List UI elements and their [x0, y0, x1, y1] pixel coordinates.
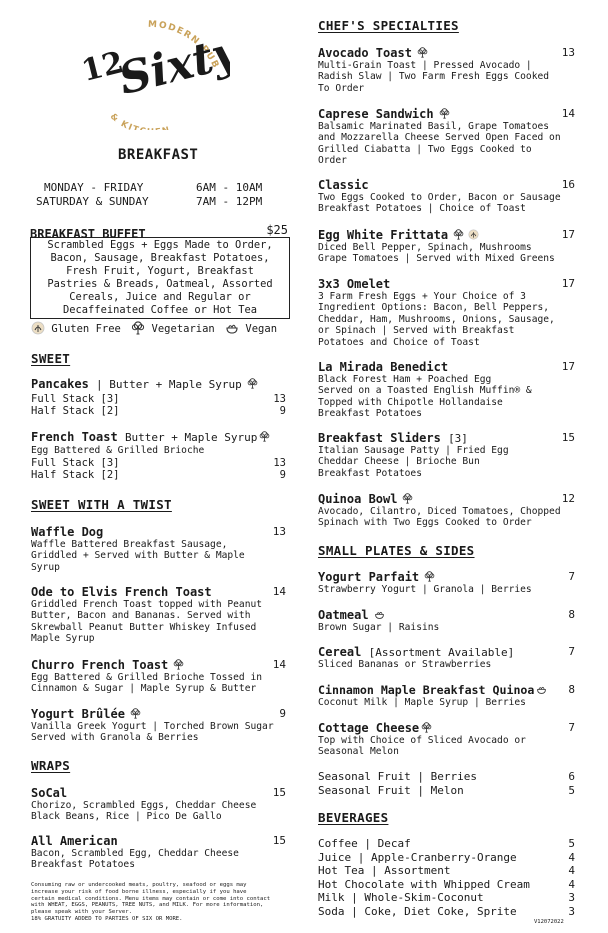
- buffet-line: Decaffeinated Coffee or Hot Tea: [63, 304, 257, 316]
- vegetarian-icon: [131, 321, 145, 335]
- menu-item-french-toast: [31, 430, 286, 481]
- row-label: Juice | Apple-Cranberry-Orange: [318, 850, 517, 864]
- item-desc: Diced Bell Pepper, Spinach, Mushrooms: [318, 242, 532, 253]
- row-label: Coffee | Decaf: [318, 837, 411, 850]
- brand-logo: [70, 5, 230, 130]
- disclaimer-line: certain medical conditions. Menu items may contain or come into contact: [31, 895, 271, 902]
- item-desc: Vanilla Greek Yogurt | Torched Brown Sugar: [31, 721, 274, 732]
- section-chef-heading: CHEF'S SPECIALTIES: [318, 18, 459, 33]
- section-beverages-heading: BEVERAGES: [318, 810, 389, 825]
- hours: [36, 181, 286, 209]
- item-desc: Skrewball Peanut Butter Whiskey Infused: [31, 621, 257, 633]
- section-wraps-heading: WRAPS: [31, 758, 71, 773]
- item-desc: Egg Battered & Grilled Brioche: [31, 445, 205, 456]
- vegan-icon: [373, 609, 386, 620]
- hours-time: 6AM - 10AM: [196, 181, 263, 194]
- menu-item-socal: [31, 786, 286, 823]
- row-label: Half Stack [2]: [31, 469, 120, 481]
- item-name: SoCal: [31, 786, 68, 800]
- row-label: Milk | Whole-Skim-Coconut: [318, 891, 484, 905]
- vegetarian-icon: [438, 108, 451, 119]
- row-price: 6: [568, 770, 575, 783]
- item-desc: Sliced Bananas or Strawberries: [318, 659, 492, 670]
- item-sub: Butter + Maple Syrup: [124, 431, 258, 444]
- item-price: 13: [272, 525, 286, 538]
- logo-number: 12: [78, 44, 128, 90]
- logo-word: Sixty: [113, 26, 230, 106]
- menu-item-cottage-cheese: [318, 721, 575, 758]
- buffet-line: Pastries & Breads, Oatmeal, Assorted: [47, 278, 273, 290]
- item-desc: and Mozzarella Cheese Served Open Faced on: [318, 132, 561, 144]
- menu-item-cinnamon-maple-quinoa: [318, 683, 575, 708]
- item-name: Pancakes: [31, 377, 89, 391]
- item-desc: Black Beans, Rice | Pico De Gallo: [31, 811, 222, 823]
- item-desc: To Order: [318, 82, 365, 94]
- item-name: Classic: [318, 178, 369, 192]
- item-name: Cereal: [318, 645, 362, 659]
- item-desc: Grilled Ciabatta | Two Eggs Cooked to: [318, 143, 532, 155]
- row-price: 3: [568, 891, 575, 905]
- menu-item-avocado-toast: [318, 46, 575, 94]
- item-desc: Black Forest Ham + Poached Egg: [318, 374, 492, 385]
- item-price: 8: [568, 683, 575, 696]
- menu-item-yogurt-parfait: [318, 570, 575, 595]
- item-price: 7: [568, 721, 575, 734]
- row-price: 4: [568, 877, 575, 891]
- buffet-line: Cereals, Juice and Regular or: [69, 291, 251, 303]
- item-desc: Syrup: [31, 561, 60, 573]
- menu-item-ode-to-elvis: [31, 585, 286, 645]
- item-price: 9: [279, 707, 286, 720]
- menu-item-yogurt-brulee: [31, 707, 286, 744]
- item-desc: Bacon, Scrambled Egg, Cheddar Cheese: [31, 848, 239, 859]
- item-name: Cinnamon Maple Breakfast Quinoa: [318, 683, 535, 697]
- row-label: Full Stack [3]: [31, 393, 120, 405]
- item-price: 15: [272, 786, 286, 799]
- menu-item-pancakes: [31, 377, 286, 417]
- disclaimer-line: with WHEAT, EGGS, PEANUTS, TREE NUTS, and MILK. For more information,: [31, 902, 264, 909]
- item-desc: Cinnamon & Sugar | Maple Syrup & Butter: [31, 683, 257, 695]
- item-desc: Ingredient Options: Bacon, Bell Peppers,: [318, 302, 550, 314]
- item-desc: Italian Sausage Patty | Fried Egg: [318, 445, 509, 456]
- menu-item-caprese-sandwich: [318, 107, 575, 167]
- buffet: [30, 223, 290, 319]
- menu-item-cereal: [318, 645, 575, 670]
- row-label: Hot Tea | Assortment: [318, 864, 451, 878]
- item-price: 17: [561, 228, 575, 241]
- logo-bottom-text: & KIT: [107, 111, 141, 130]
- disclaimer: [31, 882, 296, 923]
- section-sweet-heading: SWEET: [31, 351, 71, 366]
- item-name: Egg White Frittata: [318, 228, 449, 242]
- section-small-plates-heading: SMALL PLATES & SIDES: [318, 543, 475, 558]
- item-desc: Two Eggs Cooked to Order, Bacon or Sausage: [318, 192, 561, 203]
- item-desc: Chorizo, Scrambled Eggs, Cheddar Cheese: [31, 800, 257, 811]
- item-desc: Cheddar Cheese | Brioche Bun: [318, 456, 480, 468]
- hours-days: SATURDAY & SUNDAY: [36, 195, 149, 208]
- item-desc: Spinach with Two Eggs Cooked to Order: [318, 517, 532, 529]
- item-name: Caprese Sandwich: [318, 107, 434, 121]
- item-name: French Toast: [31, 430, 118, 444]
- item-price: 14: [561, 107, 575, 120]
- row-label: Seasonal Fruit | Berries: [318, 770, 477, 783]
- vegan-icon: [225, 321, 239, 335]
- buffet-line: Scrambled Eggs + Eggs Made to Order,: [47, 239, 273, 251]
- item-desc: Egg Battered & Grilled Brioche Tossed in: [31, 672, 263, 683]
- disclaimer-line: increase your risk of food borne illness, especially if you have: [31, 888, 247, 895]
- menu-item-la-mirada-benedict: [318, 360, 575, 420]
- gluten-free-icon: [467, 229, 480, 240]
- item-price: 13: [561, 46, 575, 59]
- item-price: 8: [568, 608, 575, 621]
- item-price: 15: [561, 431, 575, 444]
- logo-top-text: MODERN PUB: [147, 19, 221, 71]
- item-desc: Multi-Grain Toast | Pressed Avocado |: [318, 60, 532, 71]
- row-label: Seasonal Fruit | Melon: [318, 784, 464, 797]
- row-price: 13: [273, 393, 286, 405]
- disclaimer-line: please speak with your Server.: [31, 909, 133, 916]
- item-name: Churro French Toast: [31, 658, 169, 672]
- legend-vegetarian: Vegetarian: [151, 323, 215, 335]
- menu-item-breakfast-sliders: [318, 431, 575, 479]
- item-price: 12: [561, 492, 575, 505]
- item-desc: Griddled + Served with Butter & Maple: [31, 550, 245, 562]
- item-price: 16: [561, 178, 575, 191]
- item-desc: Topped with Chipotle Hollandaise: [318, 396, 503, 408]
- item-desc: Top with Choice of Sliced Avocado or: [318, 735, 526, 746]
- row-price: 5: [568, 784, 575, 797]
- item-name: Ode to Elvis French Toast: [31, 585, 212, 599]
- vegetarian-icon: [246, 378, 259, 389]
- item-price: 17: [561, 360, 575, 373]
- hours-days: MONDAY - FRIDAY: [44, 181, 144, 194]
- item-desc: Coconut Milk | Maple Syrup | Berries: [318, 697, 526, 708]
- item-desc: 3 Farm Fresh Eggs + Your Choice of 3: [318, 291, 526, 302]
- beverages-list: [318, 837, 575, 919]
- buffet-line: Bacon, Sausage, Breakfast Potatoes,: [50, 252, 270, 264]
- item-name: La Mirada Benedict: [318, 360, 449, 374]
- item-sub: [Assortment Available]: [368, 646, 515, 659]
- vegetarian-icon: [129, 708, 142, 719]
- item-desc: Waffle Battered Breakfast Sausage,: [31, 539, 228, 550]
- item-desc: Griddled French Toast topped with Peanut: [31, 599, 263, 610]
- row-price: 9: [279, 405, 286, 417]
- item-desc: or Spinach | Served with Breakfast: [318, 325, 515, 337]
- row-price: 13: [273, 457, 286, 469]
- buffet-line: Fresh Fruit, Yogurt, Breakfast: [66, 265, 254, 277]
- row-label: Soda | Coke, Diet Coke, Sprite: [318, 904, 517, 918]
- item-name: All American: [31, 834, 118, 848]
- item-name: Quinoa Bowl: [318, 492, 398, 506]
- menu-item-classic: [318, 178, 575, 215]
- vegetarian-icon: [258, 431, 271, 442]
- item-desc: Maple Syrup: [31, 633, 95, 645]
- svg-text:& KITCHEN: [108, 112, 172, 130]
- hours-time: 7AM - 12PM: [196, 195, 263, 208]
- menu-item-waffle-dog: [31, 525, 286, 573]
- item-name: Oatmeal: [318, 608, 369, 622]
- row-price: 9: [279, 469, 286, 481]
- item-name: 3x3 Omelet: [318, 277, 391, 291]
- row-price: 5: [568, 837, 575, 850]
- vegetarian-icon: [423, 571, 436, 582]
- menu-item-egg-white-frittata: [318, 228, 575, 265]
- row-price: 4: [568, 864, 575, 878]
- seasonal-fruit: [318, 770, 575, 798]
- vegetarian-icon: [416, 47, 429, 58]
- buffet-box: [30, 237, 290, 319]
- disclaimer-line: 18% GRATUITY ADDED TO PARTIES OF SIX OR MORE.: [31, 915, 183, 922]
- row-label: Half Stack [2]: [31, 405, 120, 417]
- vegan-icon: [535, 684, 548, 695]
- item-price: 14: [272, 585, 286, 598]
- vegetarian-icon: [420, 722, 433, 733]
- item-price: 17: [561, 277, 575, 290]
- item-desc: Potatoes and Choice of Toast: [318, 336, 480, 348]
- item-desc: Breakfast Potatoes | Choice of Toast: [318, 203, 526, 215]
- item-price: 7: [568, 645, 575, 658]
- menu-item-oatmeal: [318, 608, 575, 633]
- item-desc: Order: [318, 155, 347, 167]
- menu-item-churro-french-toast: [31, 658, 286, 695]
- menu-item-3x3-omelet: [318, 277, 575, 348]
- item-desc: Seasonal Melon: [318, 746, 399, 758]
- item-price: 14: [272, 658, 286, 671]
- item-desc: Strawberry Yogurt | Granola | Berries: [318, 584, 532, 595]
- item-desc: Brown Sugar | Raisins: [318, 622, 440, 633]
- item-name: Waffle Dog: [31, 525, 104, 539]
- row-price: 4: [568, 850, 575, 864]
- vegetarian-icon: [401, 493, 414, 504]
- item-desc: Avocado, Cilantro, Diced Tomatoes, Chopped: [318, 506, 561, 517]
- item-desc: Breakfast Potatoes: [318, 408, 422, 420]
- row-label: Full Stack [3]: [31, 457, 120, 469]
- item-desc: Breakfast Potatoes: [31, 859, 135, 871]
- item-desc: Grape Tomatoes | Served with Mixed Greens: [318, 253, 555, 265]
- legend-gluten-free: Gluten Free: [51, 323, 121, 335]
- item-name: Avocado Toast: [318, 46, 412, 60]
- version-code: V12072022: [534, 919, 564, 925]
- item-sub: | Butter + Maple Syrup: [96, 378, 242, 391]
- legend-vegan: Vegan: [245, 323, 278, 335]
- item-desc: Radish Slaw | Two Farm Fresh Eggs Cooked: [318, 71, 550, 83]
- disclaimer-line: Consuming raw or undercooked meats, poultry, seafood or eggs may: [31, 882, 247, 888]
- item-price: 7: [568, 570, 575, 583]
- buffet-title: BREAKFAST BUFFET: [30, 227, 146, 241]
- menu-item-quinoa-bowl: [318, 492, 575, 529]
- item-desc: Balsamic Marinated Basil, Grape Tomatoes: [318, 121, 550, 132]
- legend: [31, 321, 277, 335]
- vegetarian-icon: [452, 229, 465, 240]
- buffet-price: $25: [266, 223, 288, 237]
- row-price: 3: [568, 904, 575, 918]
- item-desc: Served with Granola & Berries: [31, 732, 199, 744]
- menu-item-all-american: [31, 834, 286, 871]
- section-twist-heading: SWEET WITH A TWIST: [31, 497, 172, 512]
- vegetarian-icon: [172, 659, 185, 670]
- item-desc: Cheddar, Ham, Mushrooms, Onions, Sausage,: [318, 313, 555, 325]
- item-price: 15: [272, 834, 286, 847]
- gluten-free-icon: [31, 321, 45, 335]
- item-name: Cottage Cheese: [318, 721, 420, 735]
- item-desc: Butter, Bacon and Bananas. Served with: [31, 610, 251, 622]
- row-label: Hot Chocolate with Whipped Cream: [318, 877, 530, 891]
- item-name: Yogurt Brûlée: [31, 707, 125, 721]
- item-name: Breakfast Sliders: [318, 431, 441, 445]
- item-desc: Served on a Toasted English Muffin® &: [318, 385, 532, 397]
- item-desc: Breakfast Potatoes: [318, 467, 422, 479]
- item-sub: [3]: [448, 432, 468, 445]
- menu-title: BREAKFAST: [118, 147, 199, 163]
- item-name: Yogurt Parfait: [318, 570, 420, 584]
